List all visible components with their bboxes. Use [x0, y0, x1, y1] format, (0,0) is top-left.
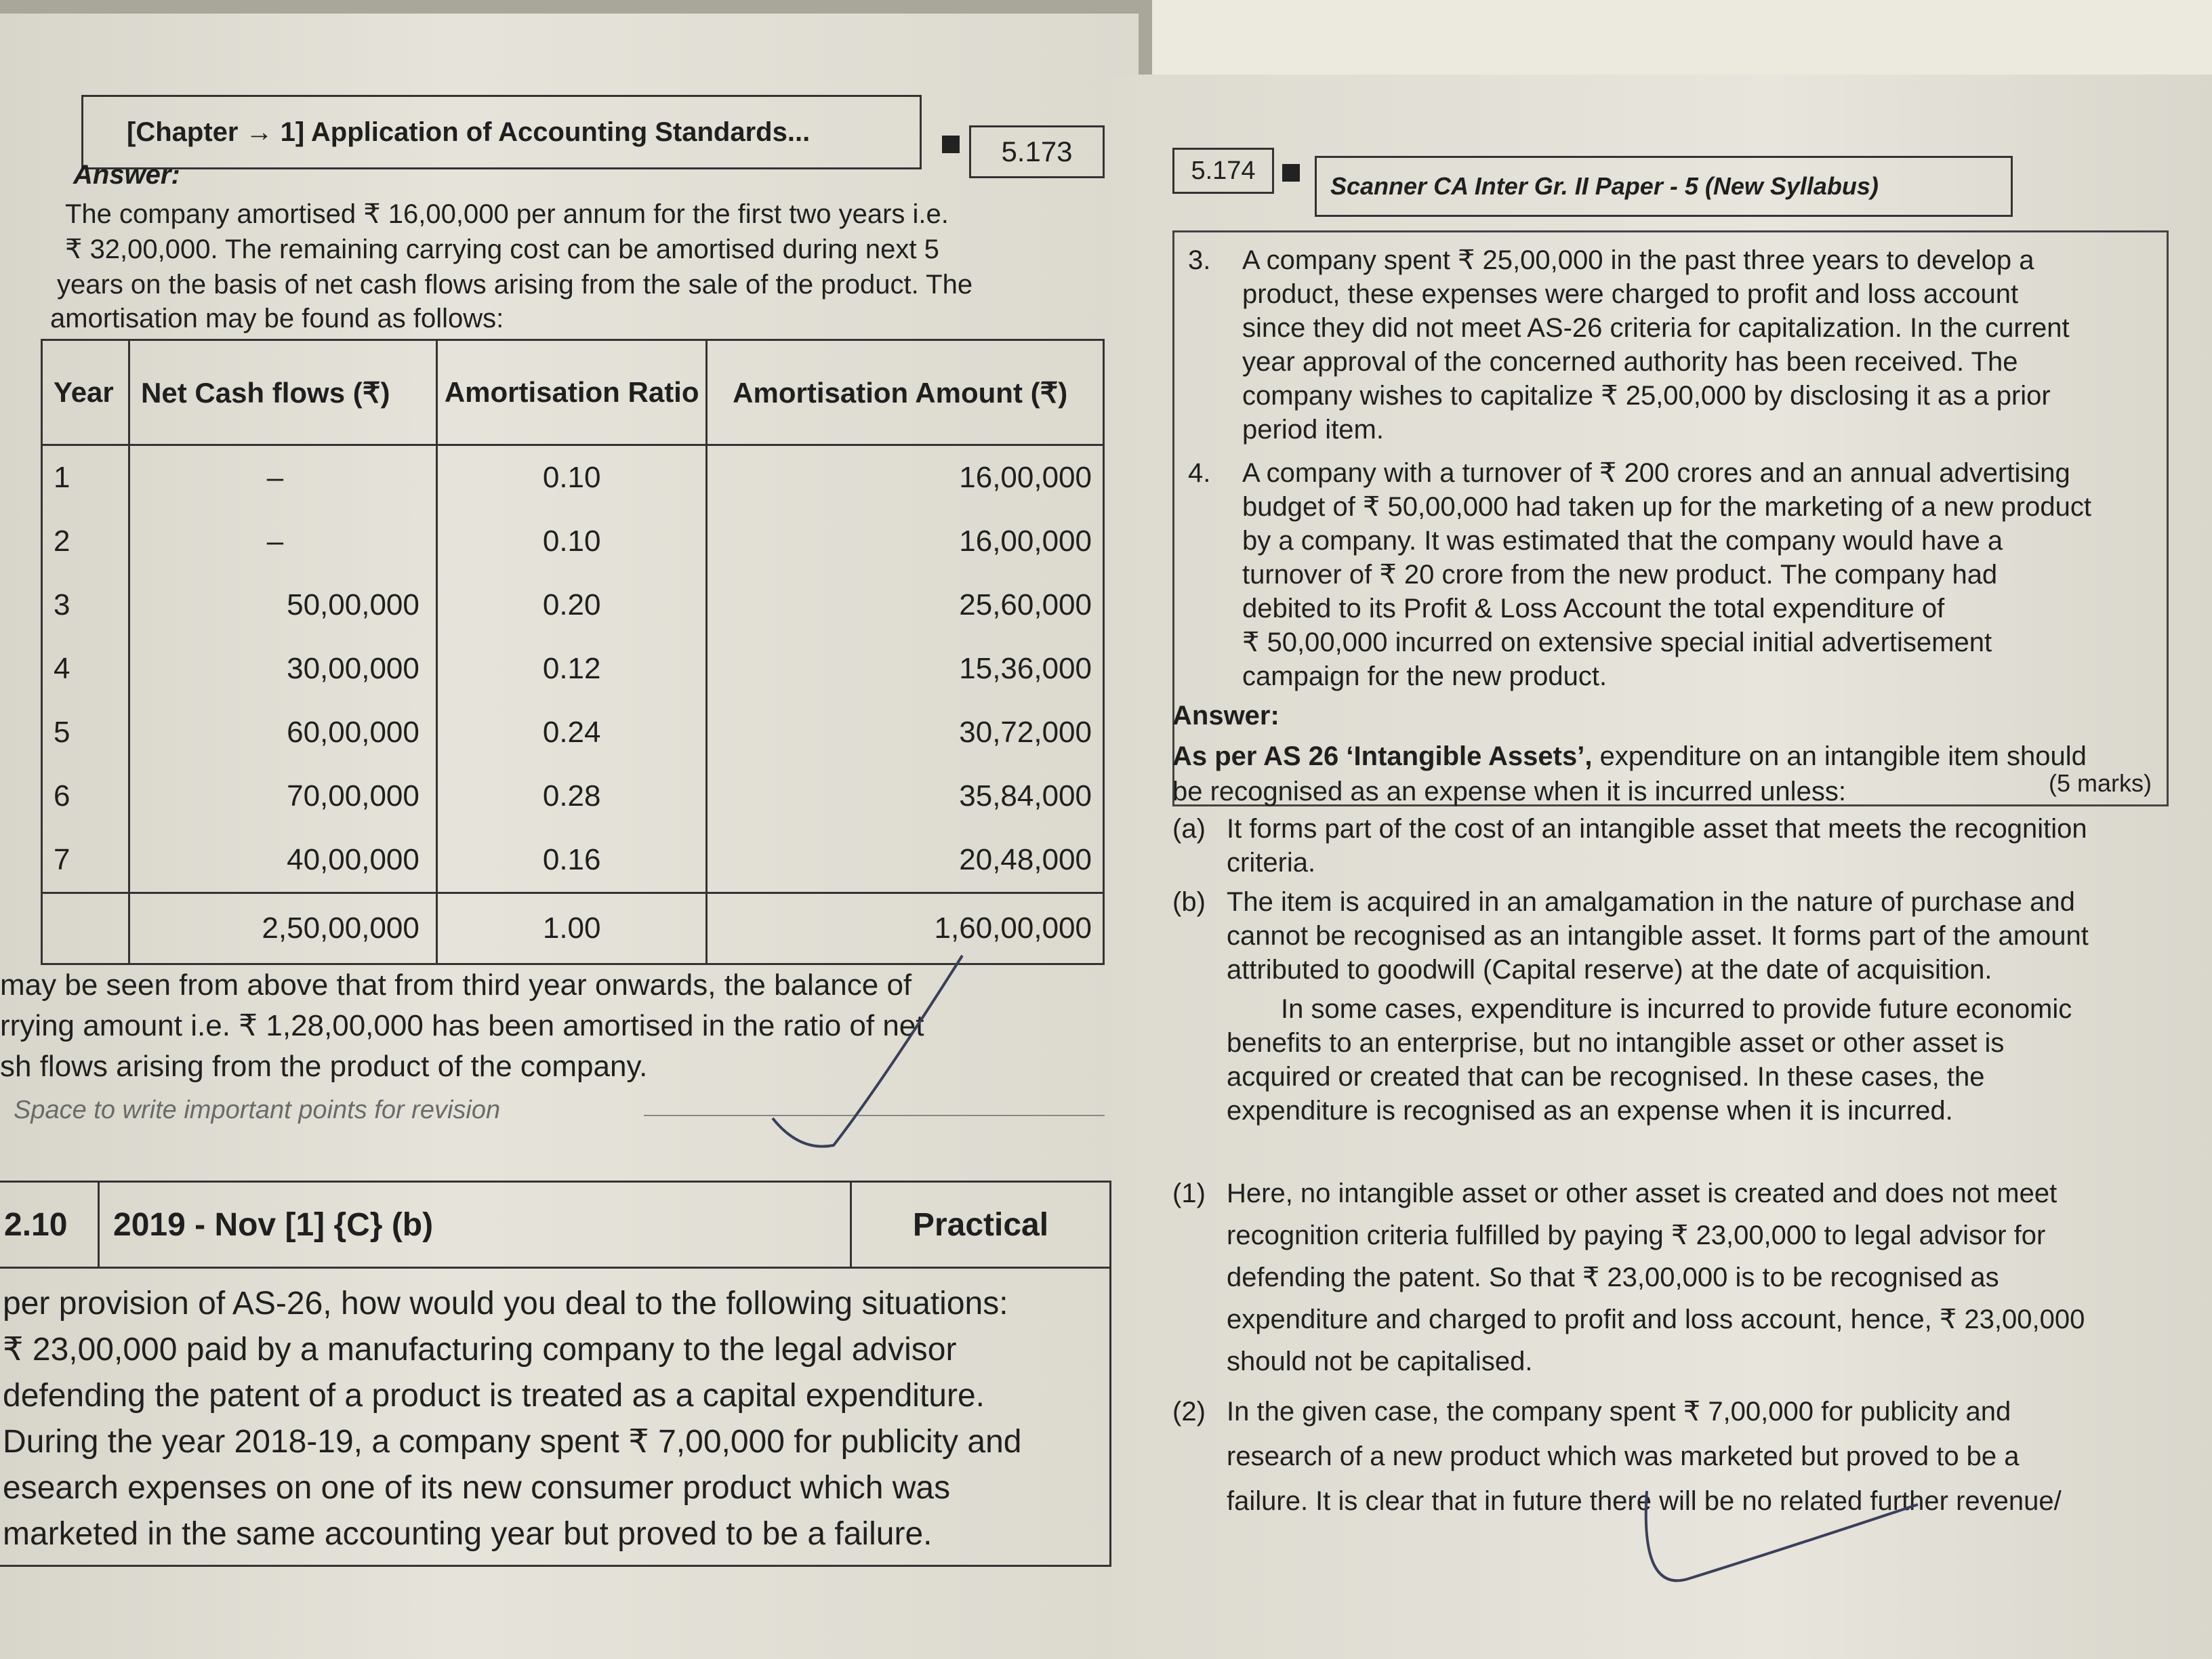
- para-line: benefits to an enterprise, but no intangible asset or other asset is: [1227, 1028, 2005, 1058]
- point-b-line: The item is acquired in an amalgamation in the nature of purchase and: [1227, 887, 2075, 917]
- question-line-1: per provision of AS-26, how would you deal to the following situations:: [3, 1286, 1008, 1322]
- answer-1-line: recognition criteria fulfilled by paying ₹ 23,00,000 to legal advisor for: [1227, 1221, 2046, 1250]
- table-row: [42, 445, 1104, 510]
- answer-intro: [1172, 739, 2087, 774]
- cell-year: 4: [42, 637, 129, 701]
- table-row: [42, 637, 1104, 701]
- cell-cash: –: [129, 510, 437, 573]
- header-amortisation-amount: Amortisation Amount (₹): [707, 340, 1104, 445]
- para-line: acquired or created that can be recognised. In these cases, the: [1227, 1062, 1985, 1092]
- total-cash: 2,50,00,000: [129, 893, 437, 964]
- cell-cash: 60,00,000: [129, 701, 437, 764]
- point-b-line: attributed to goodwill (Capital reserve) at the date of acquisition.: [1227, 955, 1992, 985]
- left-page: [0, 14, 1139, 1659]
- intro-line-2: ₹ 32,00,000. The remaining carrying cost can be amortised during next 5: [65, 234, 939, 264]
- q3-line: A company spent ₹ 25,00,000 in the past three years to develop a: [1242, 245, 2034, 275]
- left-page-number: 5.173: [969, 125, 1105, 178]
- point-b-line: cannot be recognised as an intangible asset. It forms part of the amount: [1227, 921, 2089, 951]
- cell-amount: 20,48,000: [707, 828, 1104, 893]
- question-box: [0, 1269, 1111, 1567]
- table-row: [42, 701, 1104, 764]
- conclusion-line-2: rrying amount i.e. ₹ 1,28,00,000 has been amortised in the ratio of net: [0, 1009, 924, 1042]
- book-header: [1315, 156, 2013, 217]
- cell-year: 5: [42, 701, 129, 764]
- cell-ratio: 0.28: [436, 764, 707, 828]
- pen-mark-icon: [1626, 1477, 1938, 1613]
- answer-1-line: should not be capitalised.: [1227, 1347, 1533, 1376]
- answer-intro-bold: As per AS 26 ‘Intangible Assets’,: [1172, 741, 1593, 771]
- intro-line-1: The company amortised ₹ 16,00,000 per annum for the first two years i.e.: [65, 199, 949, 229]
- point-a-line: It forms part of the cost of an intangible asset that meets the recognition: [1227, 814, 2087, 844]
- q3-line: since they did not meet AS-26 criteria for capitalization. In the current: [1242, 313, 2070, 343]
- cell-amount: 35,84,000: [707, 764, 1104, 828]
- general-paragraph: [1227, 992, 2175, 1128]
- separator-square-icon: [1282, 164, 1300, 182]
- point-a-line: criteria.: [1227, 848, 1316, 878]
- question-line-4: During the year 2018-19, a company spent ₹ 7,00,000 for publicity and: [3, 1424, 1022, 1460]
- question-number: 2.10: [0, 1183, 100, 1267]
- q4-line: budget of ₹ 50,00,000 had taken up for the marketing of a new product: [1242, 492, 2091, 522]
- answer-1: [1172, 1172, 2175, 1382]
- answer-1-line: defending the patent. So that ₹ 23,00,000 is to be recognised as: [1227, 1263, 1999, 1292]
- question-line-3: defending the patent of a product is treated as a capital expenditure.: [3, 1378, 985, 1414]
- q3-line: company wishes to capitalize ₹ 25,00,000 by disclosing it as a prior: [1242, 381, 2051, 411]
- right-page: [1111, 75, 2212, 1659]
- q3-line: period item.: [1242, 415, 1384, 445]
- question-3: [1188, 243, 2150, 447]
- answer-label: Answer:: [73, 160, 180, 190]
- right-question-box: [1172, 230, 2169, 806]
- cell-year: 6: [42, 764, 129, 828]
- cell-cash: 70,00,000: [129, 764, 437, 828]
- right-page-number: 5.174: [1172, 148, 1274, 194]
- answer-2-line: In the given case, the company spent ₹ 7,00,000 for publicity and: [1227, 1397, 2011, 1427]
- cell-ratio: 0.12: [436, 637, 707, 701]
- cell-ratio: 0.16: [436, 828, 707, 893]
- cell-ratio: 0.10: [436, 510, 707, 573]
- table-header-row: [42, 340, 1104, 445]
- answer-intro-rest: expenditure on an intangible item should: [1592, 741, 2087, 771]
- q4-line: ₹ 50,00,000 incurred on extensive special initial advertisement: [1242, 628, 1992, 657]
- cell-cash: –: [129, 445, 437, 510]
- cell-amount: 16,00,000: [707, 445, 1104, 510]
- intro-line-3: years on the basis of net cash flows arising from the sale of the product. The: [57, 270, 973, 300]
- cell-amount: 25,60,000: [707, 573, 1104, 637]
- question-id: 2019 - Nov [1] {C} (b): [100, 1183, 852, 1267]
- table-row: [42, 764, 1104, 828]
- q4-line: debited to its Profit & Loss Account the total expenditure of: [1242, 594, 1945, 623]
- point-b-label: (b): [1172, 887, 1206, 917]
- answer-1-line: expenditure and charged to profit and loss account, hence, ₹ 23,00,000: [1227, 1305, 2085, 1334]
- cell-cash: 50,00,000: [129, 573, 437, 637]
- separator-square-icon: [942, 136, 960, 153]
- cell-amount: 16,00,000: [707, 510, 1104, 573]
- q4-line: A company with a turnover of ₹ 200 crores and an annual advertising: [1242, 458, 2070, 488]
- table-row: [42, 573, 1104, 637]
- q4-line: campaign for the new product.: [1242, 661, 1607, 691]
- q3-line: year approval of the concerned authority has been received. The: [1242, 347, 2018, 377]
- header-year: Year: [42, 340, 129, 445]
- intro-line-4: amortisation may be found as follows:: [50, 304, 504, 333]
- cell-ratio: 0.10: [436, 445, 707, 510]
- chapter-header-text: [Chapter → 1] Application of Accounting Standards...: [127, 117, 811, 147]
- total-ratio: 1.00: [436, 893, 707, 964]
- book-header-text: Scanner CA Inter Gr. II Paper - 5 (New Syllabus): [1330, 172, 1879, 200]
- answer-1-line: Here, no intangible asset or other asset is created and does not meet: [1227, 1179, 2057, 1208]
- header-net-cash-flows: Net Cash flows (₹): [129, 340, 437, 445]
- total-amount: 1,60,00,000: [707, 893, 1104, 964]
- cell-cash: 40,00,000: [129, 828, 437, 893]
- revision-note: Space to write important points for revision: [14, 1096, 501, 1124]
- answer-1-label: (1): [1172, 1179, 1206, 1208]
- conclusion-line-1: may be seen from above that from third year onwards, the balance of: [0, 968, 912, 1002]
- right-answer-label: Answer:: [1172, 701, 1279, 731]
- question-4-number: 4.: [1188, 458, 1211, 488]
- point-a: [1172, 812, 2175, 880]
- table-row: [42, 510, 1104, 573]
- marks-label: (5 marks): [2049, 769, 2152, 797]
- question-line-6: marketed in the same accounting year but proved to be a failure.: [3, 1516, 933, 1552]
- cell-ratio: 0.24: [436, 701, 707, 764]
- cell-ratio: 0.20: [436, 573, 707, 637]
- question-header: [0, 1181, 1111, 1269]
- para-line: In some cases, expenditure is incurred to provide future economic: [1281, 994, 2072, 1024]
- question-line-5: esearch expenses on one of its new consumer product which was: [3, 1470, 951, 1506]
- amortisation-table: [41, 339, 1105, 965]
- chapter-header: [81, 95, 922, 169]
- answer-2-line: research of a new product which was marketed but proved to be a: [1227, 1441, 2020, 1471]
- cell-amount: 15,36,000: [707, 637, 1104, 701]
- answer-2-line: failure. It is clear that in future there will be no related further revenue/: [1227, 1486, 2062, 1516]
- cell-cash: 30,00,000: [129, 637, 437, 701]
- para-line: expenditure is recognised as an expense when it is incurred.: [1227, 1096, 1953, 1126]
- question-type: Practical: [912, 1206, 1049, 1243]
- q3-line: product, these expenses were charged to profit and loss account: [1242, 279, 2019, 309]
- q4-line: turnover of ₹ 20 crore from the new product. The company had: [1242, 560, 1998, 590]
- point-a-label: (a): [1172, 814, 1206, 844]
- question-line-2: ₹ 23,00,000 paid by a manufacturing company to the legal advisor: [3, 1332, 957, 1368]
- cell-year: 1: [42, 445, 129, 510]
- q4-line: by a company. It was estimated that the company would have a: [1242, 526, 2003, 556]
- cell-year: 2: [42, 510, 129, 573]
- answer-intro-line-2: be recognised as an expense when it is incurred unless:: [1172, 777, 1846, 806]
- table-row: [42, 828, 1104, 893]
- cell-year: 7: [42, 828, 129, 893]
- cell-year: 3: [42, 573, 129, 637]
- header-amortisation-ratio: Amortisation Ratio: [436, 340, 707, 445]
- question-3-number: 3.: [1188, 245, 1211, 275]
- conclusion-line-3: sh flows arising from the product of the company.: [0, 1050, 648, 1083]
- cell-year-empty: [42, 893, 129, 964]
- pen-checkmark-icon: [759, 949, 976, 1166]
- answer-2-label: (2): [1172, 1397, 1206, 1427]
- cell-amount: 30,72,000: [707, 701, 1104, 764]
- point-b: [1172, 885, 2175, 987]
- question-4: [1188, 456, 2150, 693]
